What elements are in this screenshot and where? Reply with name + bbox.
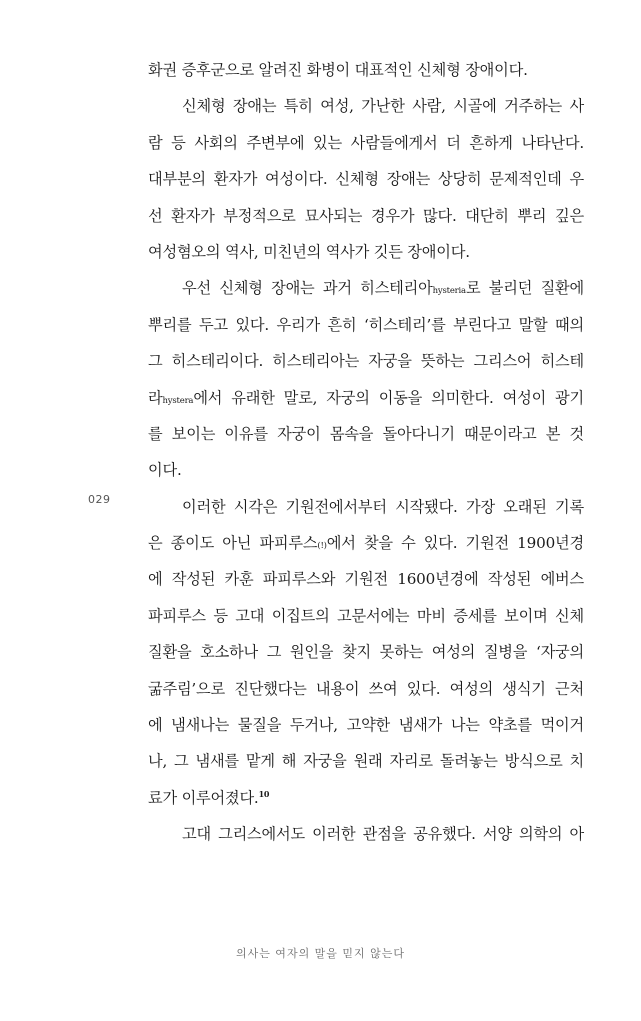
text-line-main: 뿌리를 두고 있다. 우리가 흔히 ‘히스테리’를 부린다고 말할 때의 <box>148 315 584 334</box>
text-line-main: 대부분의 환자가 여성이다. 신체형 장애는 상당히 문제적인데 우 <box>148 170 584 189</box>
text-line-main: 를 보이는 이유를 자궁이 몸속을 돌아다니기 때문이라고 본 것 <box>148 424 584 443</box>
text-line <box>148 125 584 161</box>
text-line <box>148 634 584 670</box>
text-line <box>148 161 584 197</box>
text-line <box>148 743 584 779</box>
text-line-main: 은 종이도 아닌 파피루스 <box>148 534 318 553</box>
text-line-main: 굶주림’으로 진단했다는 내용이 쓰여 있다. 여성의 생식기 근처 <box>148 679 584 698</box>
text-line-main: 나, 그 냄새를 맡게 해 자궁을 원래 자리로 돌려놓는 방식으로 치 <box>148 752 584 771</box>
text-line-main: 질환을 호소하나 그 원인을 찾지 못하는 여성의 질병을 ‘자궁의 <box>148 643 584 662</box>
text-line-main: 료가 이루어졌다. <box>148 788 259 807</box>
text-line-main: 그 히스테리이다. 히스테리아는 자궁을 뜻하는 그리스어 히스테 <box>148 352 584 371</box>
text-line-main: 신체형 장애는 특히 여성, 가난한 사람, 시골에 거주하는 사 <box>182 97 584 116</box>
text-line <box>148 343 584 379</box>
text-line-continuation: 에서 찾을 수 있다. 기원전 1900년경 <box>326 534 584 553</box>
running-footer: 의사는 여자의 말을 믿지 않는다 <box>235 947 406 960</box>
text-line <box>148 416 584 452</box>
text-line <box>148 525 584 561</box>
body-text <box>148 52 584 853</box>
text-line-continuation: 로 불리던 질환에 <box>465 279 584 298</box>
text-line-main: 에 냄새나는 물질을 두거나, 고약한 냄새가 나는 약초를 먹이거 <box>148 716 584 735</box>
text-line <box>148 88 584 124</box>
text-line <box>148 270 584 306</box>
text-line-main: 화권 증후군으로 알려진 화병이 대표적인 신체형 장애이다. <box>148 61 528 79</box>
gloss-annotation: hysteria <box>432 286 466 297</box>
text-line <box>148 489 584 525</box>
text-line <box>148 561 584 597</box>
text-line <box>148 816 584 852</box>
gloss-annotation: (!) <box>317 541 327 552</box>
page-number: 029 <box>88 493 111 506</box>
text-line-main: 선 환자가 부정적으로 묘사되는 경우가 많다. 대단히 뿌리 깊은 <box>148 206 584 225</box>
text-line-main: 이다. <box>148 461 182 480</box>
text-line-main: 람 등 사회의 주변부에 있는 사람들에게서 더 흔하게 나타난다. <box>148 133 584 152</box>
text-line-main: 이러한 시각은 기원전에서부터 시작됐다. 가장 오래된 기록 <box>182 497 584 516</box>
text-line-main: 우선 신체형 장애는 과거 히스테리아 <box>182 279 433 298</box>
text-line <box>148 234 584 270</box>
text-line <box>148 452 584 488</box>
gloss-annotation: hystera <box>162 395 194 406</box>
text-line-main: 라 <box>148 388 163 407</box>
text-line <box>148 598 584 634</box>
footnote-marker: 10 <box>258 788 270 799</box>
text-line <box>148 307 584 343</box>
text-line <box>148 780 584 816</box>
text-line <box>148 380 584 416</box>
text-line-main: 고대 그리스에서도 이러한 관점을 공유했다. 서양 의학의 아 <box>182 825 584 844</box>
text-line-main: 에 작성된 카훈 파피루스와 기원전 1600년경에 작성된 에버스 <box>148 570 584 589</box>
text-line-main: 여성혐오의 역사, 미친년의 역사가 깃든 장애이다. <box>148 242 470 261</box>
text-line <box>148 707 584 743</box>
text-line <box>148 671 584 707</box>
text-line-main: 파피루스 등 고대 이집트의 고문서에는 마비 증세를 보이며 신체 <box>148 606 584 625</box>
text-line <box>148 52 584 88</box>
text-line-continuation: 에서 유래한 말로, 자궁의 이동을 의미한다. 여성이 광기 <box>193 388 584 407</box>
text-line <box>148 198 584 234</box>
